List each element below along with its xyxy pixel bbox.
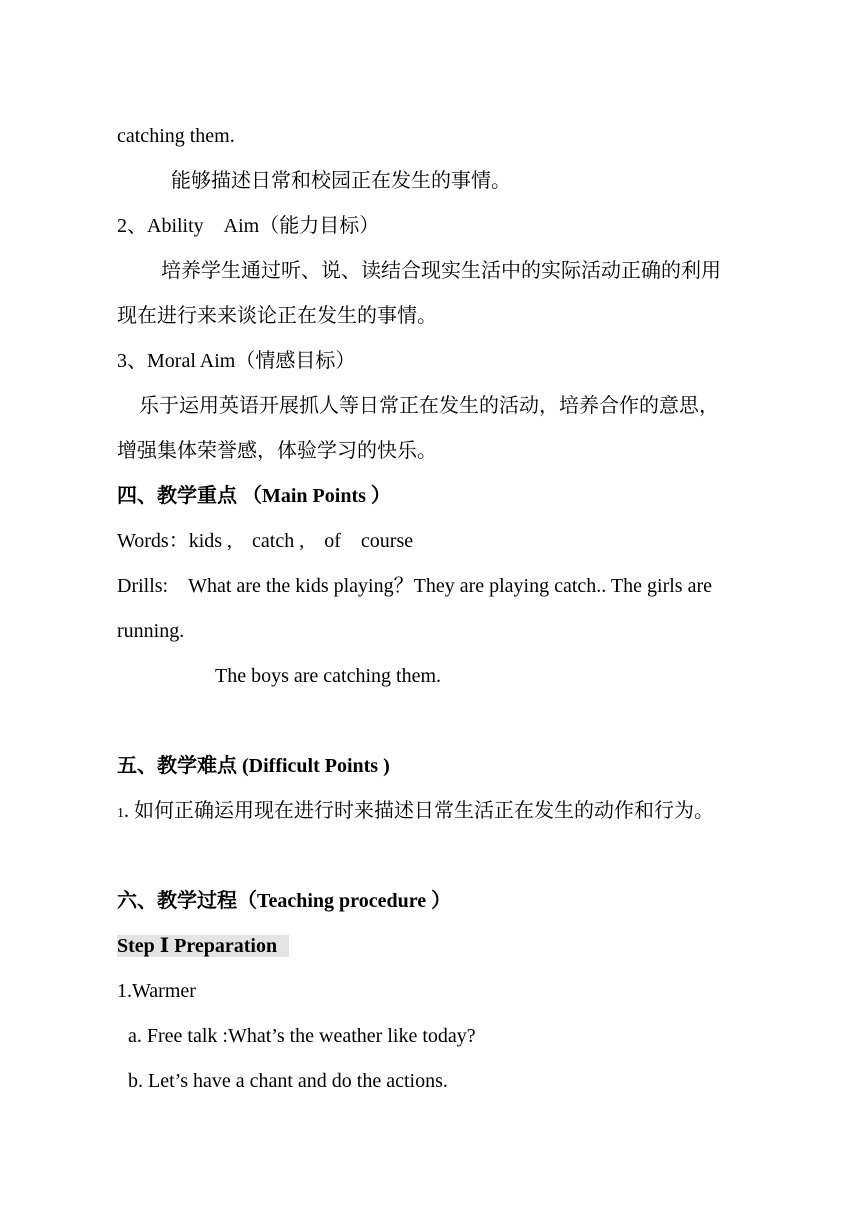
text-line: 能够描述日常和校园正在发生的事情。 bbox=[171, 170, 511, 192]
section-heading-teaching-procedure: 六、教学过程（Teaching procedure ） bbox=[117, 890, 452, 912]
step-heading-text: Step Ⅰ Preparation bbox=[117, 935, 289, 957]
text-line: 培养学生通过听、说、读结合现实生活中的实际活动正确的利用 bbox=[161, 260, 721, 282]
list-number: 1 bbox=[117, 806, 124, 821]
text-line: 现在进行来来谈论正在发生的事情。 bbox=[117, 305, 437, 327]
section-heading-moral-aim: 3、Moral Aim（情感目标） bbox=[117, 350, 356, 372]
section-heading-ability-aim: 2、Ability Aim（能力目标） bbox=[117, 215, 380, 237]
difficult-point-item bbox=[117, 798, 714, 824]
words-line: Words：kids , catch , of course bbox=[117, 530, 414, 552]
list-text: . 如何正确运用现在进行时来描述日常生活正在发生的动作和行为。 bbox=[124, 800, 714, 822]
section-heading-difficult-points: 五、教学难点 (Difficult Points ) bbox=[117, 755, 390, 777]
text-line: catching them. bbox=[117, 125, 235, 147]
drills-line: Drills: What are the kids playing？They are playing catch.. The girls are bbox=[117, 575, 712, 597]
text-line: 增强集体荣誉感，体验学习的快乐。 bbox=[117, 440, 437, 462]
text-line: 乐于运用英语开展抓人等日常正在发生的活动，培养合作的意思， bbox=[139, 395, 719, 417]
text-line: b. Let’s have a chant and do the actions. bbox=[128, 1070, 448, 1092]
step-heading bbox=[117, 933, 289, 959]
section-heading-main-points: 四、教学重点 （Main Points ） bbox=[117, 485, 391, 507]
text-line: a. Free talk :What’s the weather like today? bbox=[128, 1025, 476, 1047]
text-line: 1.Warmer bbox=[117, 980, 196, 1002]
text-line: running. bbox=[117, 620, 185, 642]
text-line: The boys are catching them. bbox=[215, 665, 442, 687]
